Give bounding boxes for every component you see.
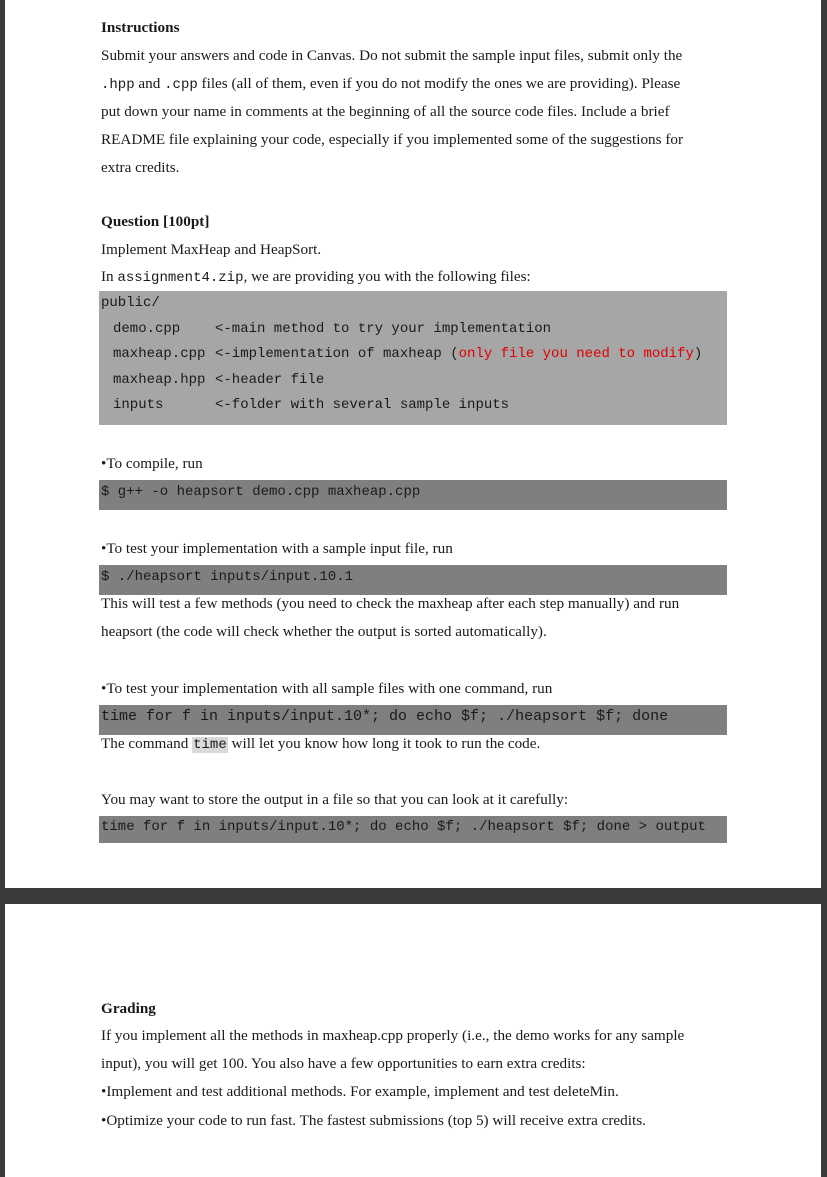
zip-filename: assignment4.zip [117, 270, 244, 286]
store-output-command-box [99, 816, 727, 843]
file-row [99, 342, 727, 368]
instructions-line-2 [101, 70, 680, 99]
store-output-line: You may want to store the output in a file so that you can look at it carefully: [101, 791, 569, 808]
grading-bullet-2: •Optimize your code to run fast. The fastest submissions (top 5) will receive extra credits. [101, 1112, 646, 1129]
document-page-2 [5, 904, 821, 1177]
test-single-label: •To test your implementation with a sample input file, run [101, 540, 453, 557]
instructions-line-3: put down your name in comments at the beginning of all the source code files. Include a brief [101, 103, 670, 120]
folder-name: public/ [101, 295, 160, 311]
question-heading: Question [100pt] [101, 213, 210, 230]
file-row [99, 393, 727, 419]
test-all-label: •To test your implementation with all sample files with one command, run [101, 680, 553, 697]
test-all-note-suffix: will let you know how long it took to run the code. [227, 735, 541, 752]
and-text: and [134, 75, 165, 92]
test-all-note [101, 730, 540, 759]
test-single-line-2: heapsort (the code will check whether the output is sorted automatically). [101, 623, 547, 640]
file-description [215, 368, 324, 394]
file-name: maxheap.cpp [113, 346, 206, 362]
file-name: demo.cpp [113, 320, 181, 337]
instructions-line-5: extra credits. [101, 159, 180, 176]
file-listing-box [99, 291, 727, 425]
hpp-code: .hpp [101, 77, 135, 93]
file-desc-text: <-folder with several sample inputs [215, 397, 510, 413]
file-row [99, 368, 727, 394]
grading-heading: Grading [101, 1000, 156, 1017]
document-page-1 [5, 0, 821, 888]
file-name: inputs [113, 397, 164, 413]
grading-line-2: input), you will get 100. You also have a few opportunities to earn extra credits: [101, 1055, 586, 1072]
test-single-line-1: This will test a few methods (you need to check the maxheap after each step manually) and run [101, 595, 680, 612]
compile-command: $ g++ -o heapsort demo.cpp maxheap.cpp [101, 484, 421, 500]
test-all-note-prefix: The command [101, 735, 193, 752]
file-description [215, 393, 509, 419]
file-row [99, 317, 727, 343]
question-line-1: Implement MaxHeap and HeapSort. [101, 241, 322, 258]
grading-line-1: If you implement all the methods in maxheap.cpp properly (i.e., the demo works for any sample [101, 1027, 685, 1044]
instructions-heading: Instructions [101, 19, 180, 36]
file-name: maxheap.hpp [113, 371, 206, 388]
file-desc-close: ) [693, 346, 703, 362]
question-line-2 [101, 263, 531, 292]
cpp-code: .cpp [164, 77, 198, 93]
question-line-2-suffix: , we are providing you with the following files: [243, 268, 531, 285]
file-desc-text: <-header file [215, 371, 325, 388]
compile-command-box [99, 480, 727, 510]
instructions-line-1: Submit your answers and code in Canvas. Do not submit the sample input files, submit only the [101, 47, 683, 64]
grading-bullet-1: •Implement and test additional methods. For example, implement and test deleteMin. [101, 1083, 619, 1100]
test-all-command: time for f in inputs/input.10*; do echo $f; ./heapsort $f; done [101, 708, 669, 725]
file-description [215, 317, 551, 343]
store-output-command: time for f in inputs/input.10*; do echo $f; ./heapsort $f; done > output [101, 819, 706, 835]
file-description [215, 342, 702, 368]
compile-label: •To compile, run [101, 455, 203, 472]
instructions-line-2-rest: files (all of them, even if you do not modify the ones we are providing). Please [197, 75, 681, 92]
test-single-command: $ ./heapsort inputs/input.10.1 [101, 569, 354, 585]
instructions-line-4: README file explaining your code, especially if you implemented some of the suggestions for [101, 131, 684, 148]
question-line-2-prefix: In [101, 268, 118, 285]
file-desc-text: <-main method to try your implementation [215, 320, 552, 337]
time-command: time [193, 737, 227, 753]
modify-note: only file you need to modify [458, 346, 694, 362]
file-desc-text: <-implementation of maxheap ( [215, 346, 459, 362]
